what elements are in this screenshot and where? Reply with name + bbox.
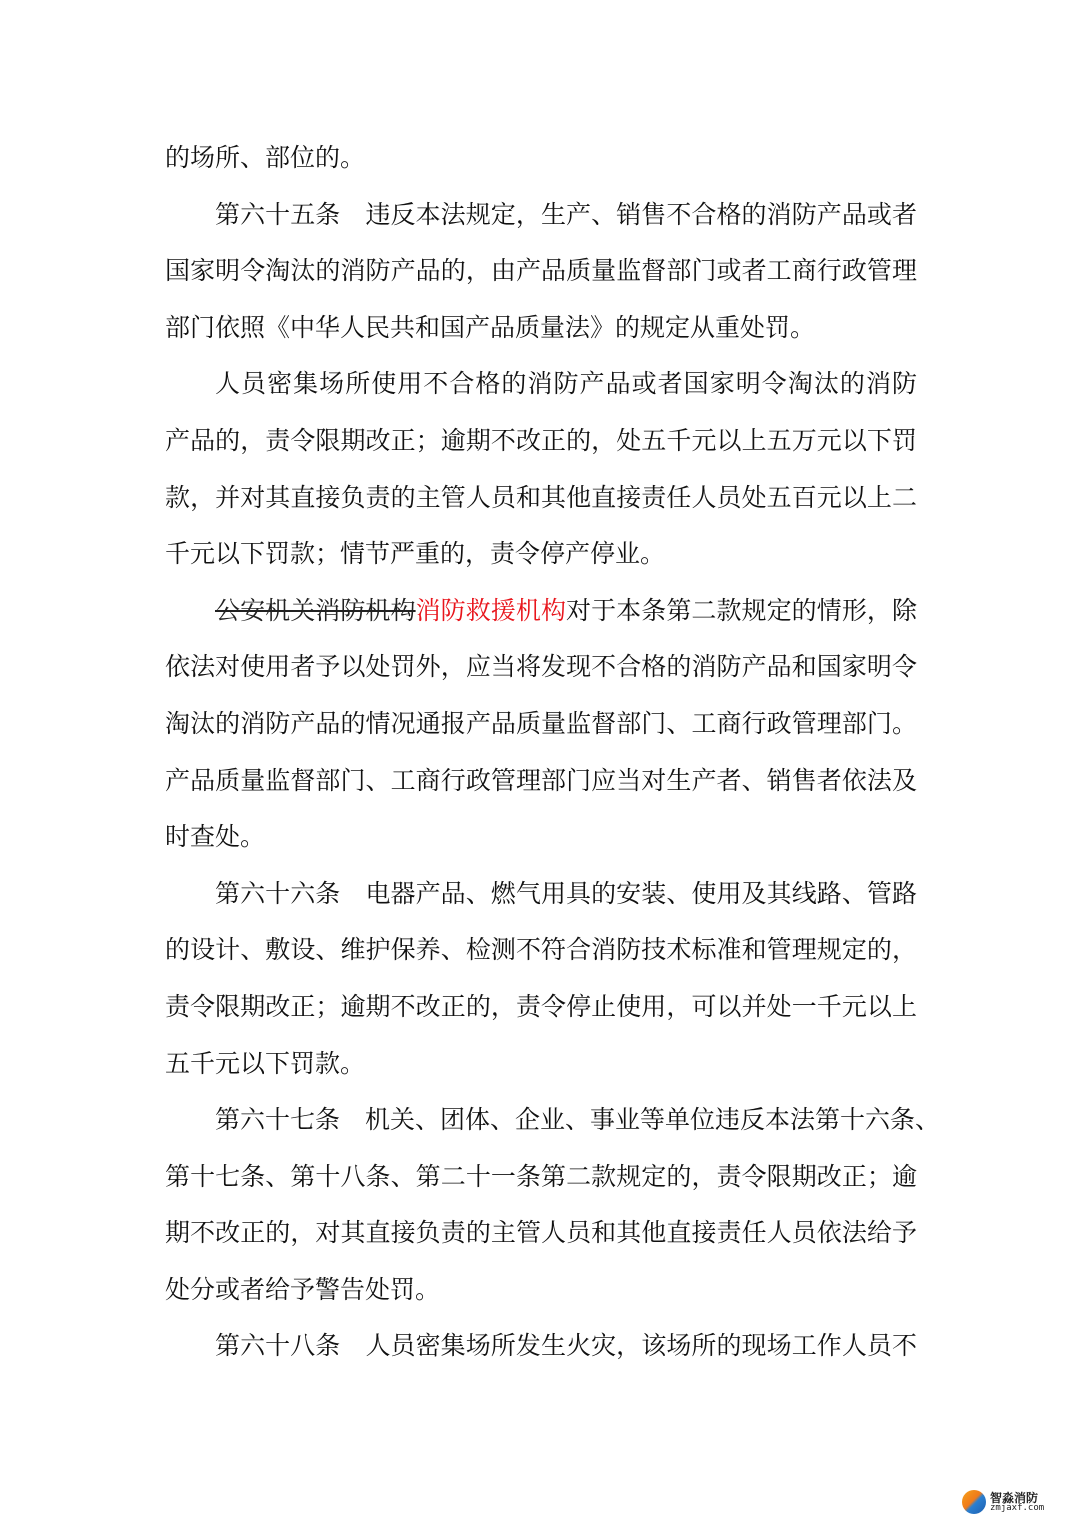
text-line: 时查处。 [165,822,266,852]
article-65-line: 第六十五条 违反本法规定，生产、销售不合格的消防产品或者 [215,199,917,229]
text-line: 责令限期改正；逾期不改正的，责令停止使用，可以并处一千元以上 [165,991,917,1021]
text-line: 处分或者给予警告处罚。 [165,1274,441,1304]
logo-domain: zmjaxf.com [990,1502,1045,1513]
text-line: 的场所、部位的。 [165,143,366,172]
text-line: 国家明令淘汰的消防产品的，由产品质量监督部门或者工商行政管理 [165,256,917,286]
text-line: 款，并对其直接负责的主管人员和其他直接责任人员处五百元以上二 [165,482,917,512]
watermark-logo [962,1490,1044,1514]
deleted-text: 公安机关消防机构 [215,595,416,625]
logo-icon [962,1490,986,1514]
document-page [165,130,941,1375]
text-line: 部门依照《中华人民共和国产品质量法》的规定从重处罚。 [165,312,816,342]
text-line: 淘汰的消防产品的情况通报产品质量监督部门、工商行政管理部门。 [165,708,917,738]
text-line: 千元以下罚款；情节严重的，责令停产停业。 [165,539,666,569]
revision-line [165,583,917,640]
text-line: 依法对使用者予以处罚外，应当将发现不合格的消防产品和国家明令 [165,652,917,682]
text-line: 第十七条、第十八条、第二十一条第二款规定的，责令限期改正；逾 [165,1161,917,1191]
text-line: 的设计、敷设、维护保养、检测不符合消防技术标准和管理规定的， [165,935,917,965]
article-66-line: 第六十六条 电器产品、燃气用具的安装、使用及其线路、管路 [215,878,917,908]
text-line: 人员密集场所使用不合格的消防产品或者国家明令淘汰的消防 [215,369,917,399]
text-span: 对于本条第二款规定的情形，除 [566,595,917,625]
inserted-text: 消防救援机构 [415,595,567,625]
text-line: 产品质量监督部门、工商行政管理部门应当对生产者、销售者依法及 [165,765,917,795]
text-line: 期不改正的，对其直接负责的主管人员和其他直接责任人员依法给予 [165,1218,917,1248]
text-line: 五千元以下罚款。 [165,1048,366,1078]
text-line: 产品的，责令限期改正；逾期不改正的，处五千元以上五万元以下罚 [165,425,917,455]
logo-name: 智淼消防 [990,1490,1039,1505]
article-67-line: 第六十七条 机关、团体、企业、事业等单位违反本法第十六条、 [215,1105,941,1135]
article-68-line: 第六十八条 人员密集场所发生火灾，该场所的现场工作人员不 [215,1331,917,1361]
